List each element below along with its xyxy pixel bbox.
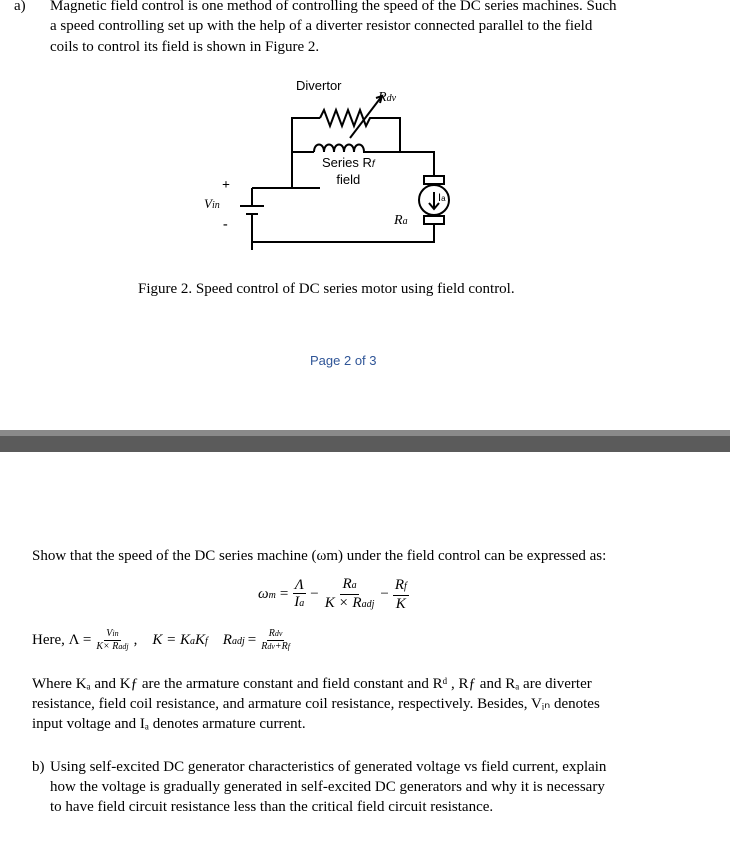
part-b-line-2: how the voltage is gradually generated in self-excited DC generators and why it is necessary [50,779,605,795]
part-b-line-3: to have field circuit resistance less than the critical field circuit resistance. [50,799,494,815]
part-b-line-1: Using self-excited DC generator characteristics of generated voltage vs field current, explain [50,759,607,775]
where-line-2: resistance, field coil resistance, and armature coil resistance, respectively. Besides, Vᵢₙ denotes [32,696,600,712]
page-separator [0,430,730,452]
figure-caption: Figure 2. Speed control of DC series motor using field control. [138,281,515,297]
divertor-label: Divertor [296,78,342,93]
show-that-text: Show that the speed of the DC series machine (ωm) under the field control can be expressed as: [32,548,607,564]
part-a-line-1: Magnetic field control is one method of controlling the speed of the DC series machines. Such [50,0,617,14]
speed-equation: ωm = $\frac{\Lambda}{Ia}$ − $\frac{Ra}{\text{K × Radj}}$ − $\frac{Rf}{K}$ [258,576,407,612]
rdv-label: Rdv [378,90,397,105]
part-a-line-2: a speed controlling set up with the help of a diverter resistor connected parallel to the field [50,18,593,34]
ia-label: Ia [438,192,446,204]
page-number: Page 2 of 3 [310,353,377,368]
vin-label: Vin [204,196,220,211]
part-a-line-3: coils to control its field is shown in Figure 2. [50,39,320,55]
ra-label: Ra [394,213,408,228]
minus-sign: - [223,217,228,232]
where-line-3: input voltage and Iₐ denotes armature current. [32,716,306,732]
definitions-line: Here, Λ = $\frac{\text{Vin}}{\text{K× Radj}}$ , K = KaKf Radj = $\frac{\text{Rdv}}{\text{Rdv+Rf}}$ [32,628,290,652]
page-3-top-section [0,452,730,842]
where-line-1: Where Kₐ and Kƒ are the armature constant and field constant and Rᵈ , Rƒ and Rₐ are diverter [32,676,592,692]
part-b-label: b) [32,759,45,775]
part-a-label: a) [14,0,26,14]
series-field-label: Series Rf field [322,155,375,187]
plus-sign: + [222,178,230,193]
